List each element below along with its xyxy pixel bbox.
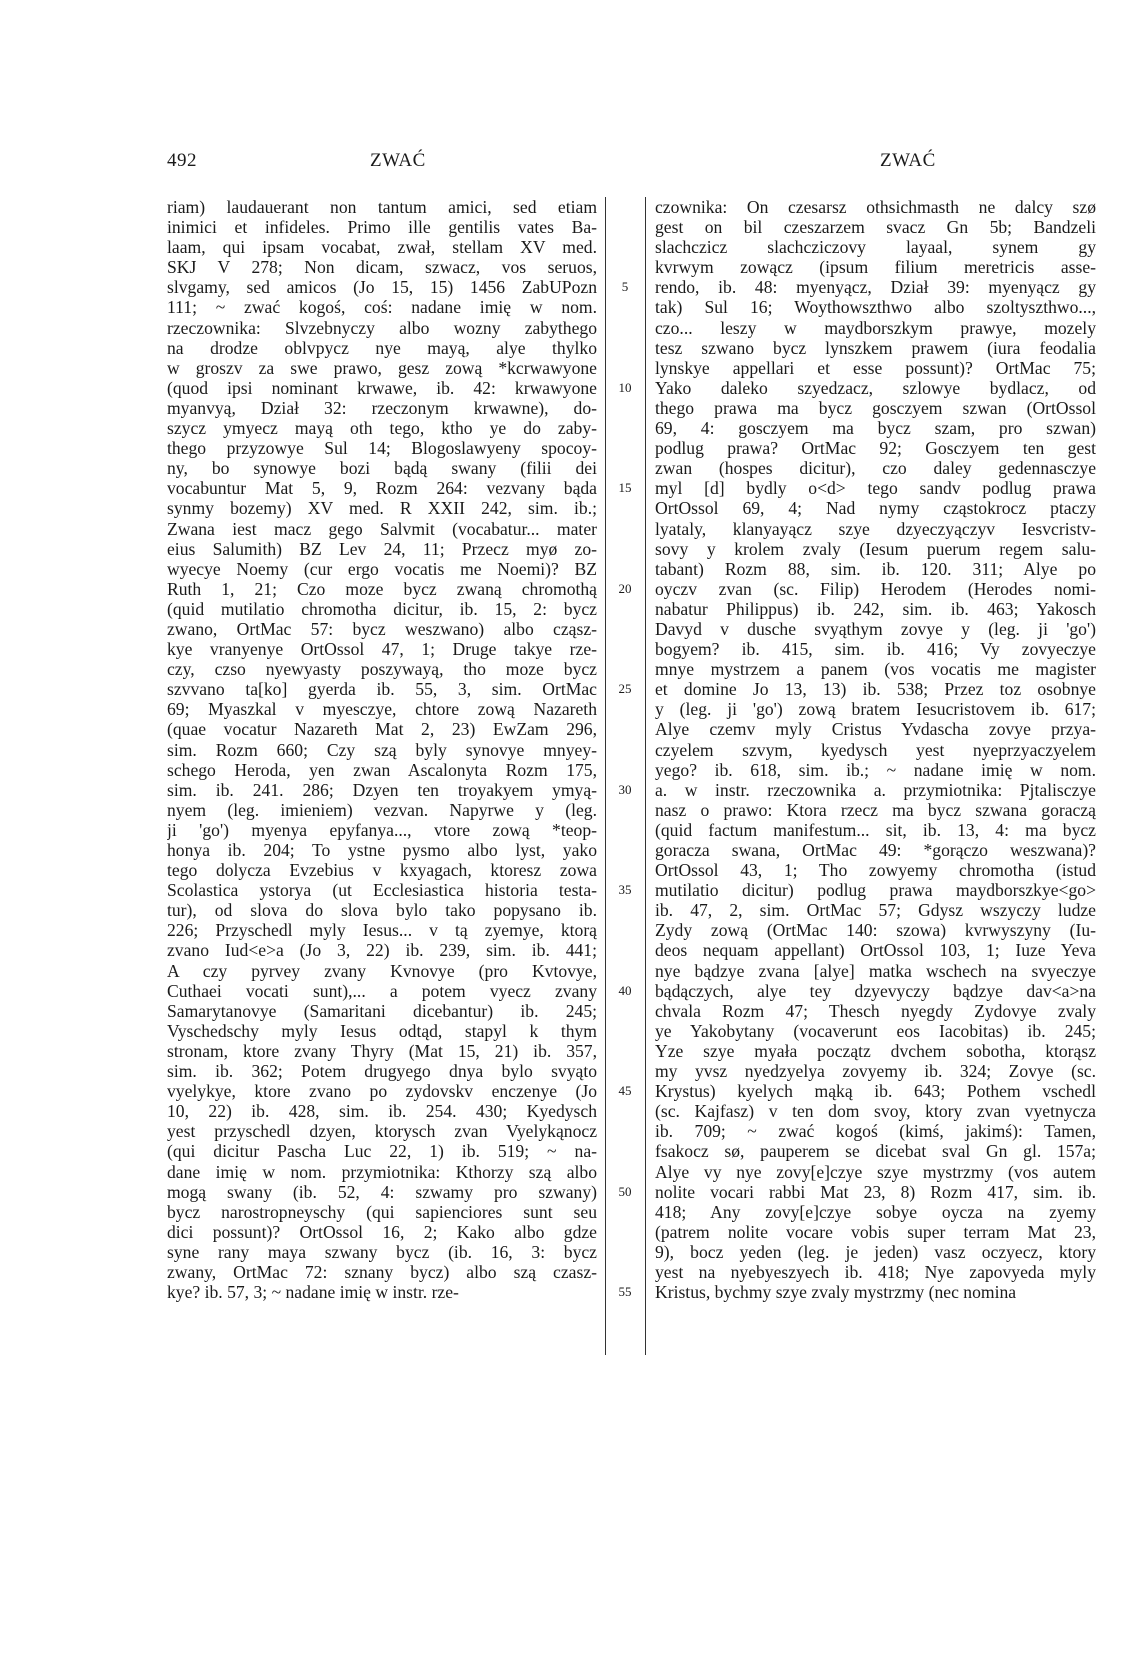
text-line: inimici et infideles. Primo ille gentilis vates Ba- xyxy=(167,217,597,238)
text-line: Krystus) kyelych mąką ib. 643; Pothem vschedl xyxy=(655,1081,1096,1102)
running-head xyxy=(0,150,1125,180)
right-headword: ZWAĆ xyxy=(880,150,936,171)
text-line: stronam, ktore zvany Thyry (Mat 15, 21) ib. 357, xyxy=(167,1040,597,1061)
text-line: mnye mystrzem a panem (vos vocatis me magister xyxy=(655,659,1096,680)
text-line: wyecye Noemy (cur ergo vocatis me Noemi)? BZ xyxy=(167,558,597,579)
text-line: et domine Jo 13, 13) ib. 538; Przez toz osobnye xyxy=(655,679,1096,700)
text-line: thego prawa ma bycz gosczyem szwan (OrtOssol xyxy=(655,397,1096,418)
text-line: 111; ~ zwać kogoś, coś: nadane imię w nom. xyxy=(167,297,597,318)
text-line: (qui dicitur Pascha Luc 22, 1) ib. 519; ~ na- xyxy=(167,1141,597,1162)
line-number: 50 xyxy=(618,1183,632,1199)
text-line: deos nequam appellant) OrtOssol 103, 1; Iuze Yeva xyxy=(655,940,1096,961)
text-line: slachczicz slachcziczovy layaal, synem gy xyxy=(655,237,1096,258)
text-line: goracza swana, OrtMac 49: *gorączo weszwana)? xyxy=(655,840,1096,860)
text-line: na drodze oblvpycz nye mayą, alye thylko xyxy=(167,337,597,358)
text-line: Alye czemv myly Cristus Yvdascha zovye przya- xyxy=(655,719,1096,740)
text-line: mutilatio dicitur) podlug prawa maydborszkye<go> xyxy=(655,880,1096,901)
text-line: zwan (hospes dicitur), czo daley gedennasczye xyxy=(655,458,1096,479)
text-line: ny, bo synowye bozi bądą swany (filii dei xyxy=(167,458,597,479)
text-line: thego przyzowye Sul 14; Blogoslawyeny spocoy- xyxy=(167,438,597,459)
text-line: 69, 4: gosczyem ma bycz szam, pro szwan) xyxy=(655,418,1096,439)
text-line: zvano Iud<e>a (Jo 3, 22) ib. 239, sim. ib. 441; xyxy=(167,940,597,961)
text-line: yego? ib. 618, sim. ib.; ~ nadane imię w nom. xyxy=(655,759,1096,780)
text-line: 226; Przyschedl myly Iesus... v tą zyemye, ktorą xyxy=(167,920,597,941)
text-line: SKJ V 278; Non dicam, szwacz, vos seruos, xyxy=(167,257,597,278)
right-column xyxy=(655,197,1096,1302)
text-line: Yze szye myała początz dvchem sobotha, ktorąsz xyxy=(655,1040,1096,1061)
text-line: OrtOssol 43, 1; Tho zowyemy chromotha (istud xyxy=(655,860,1096,881)
text-line: Scolastica ystorya (ut Ecclesiastica historia testa- xyxy=(167,880,597,901)
line-number: 35 xyxy=(618,882,632,898)
text-line: nye bądzye zvana [alye] matka wschech na svyeczye xyxy=(655,960,1096,981)
text-line: czy, czso nyewyasty poszywayą, tho moze bycz xyxy=(167,659,597,680)
text-line: (quid mutilatio chromotha dicitur, ib. 15, 2: bycz xyxy=(167,598,597,619)
text-line: podlug prawa? OrtMac 92; Gosczyem ten gest xyxy=(655,438,1096,459)
text-line: syne rany maya szwany bycz (ib. 16, 3: bycz xyxy=(167,1241,597,1262)
text-line: czyelem szvym, kyedysch yest nyeprzyaczyelem xyxy=(655,739,1096,760)
text-line: schego Heroda, yen zwan Ascalonyta Rozm 175, xyxy=(167,759,597,780)
text-line: gest on bil czeszarzem svacz Gn 5b; Bandzeli xyxy=(655,217,1096,238)
text-line: sim. ib. 362; Potem drugyego dnya bylo svyąto xyxy=(167,1061,597,1082)
text-line: a. w instr. rzeczownika a. przymiotnika: Pjtalisczye xyxy=(655,779,1096,800)
text-line: 69; Myaszkal v myesczye, chtore zową Nazareth xyxy=(167,699,597,720)
text-line: myl [d] bydly o<d> tego sandv podlug prawa xyxy=(655,478,1096,499)
text-line: nasz o prawo: Ktora rzecz ma bycz szwana goraczą xyxy=(655,799,1096,820)
text-line: sim. ib. 241. 286; Dzyen ten troyakyem ymyą- xyxy=(167,779,597,800)
column-rule-right xyxy=(645,197,646,1355)
text-line: vyelykye, ktore zvano po zydovskv enczenye (Jo xyxy=(167,1081,597,1102)
text-line: nabatur Philippus) ib. 242, sim. ib. 463; Yakosch xyxy=(655,598,1096,619)
line-number: 45 xyxy=(618,1083,632,1099)
line-number: 30 xyxy=(618,781,632,797)
text-line: A czy pyrvey zvany Kvnovye (pro Kvtovye, xyxy=(167,960,597,981)
text-line: slvgamy, sed amicos (Jo 15, 15) 1456 ZabUPozn xyxy=(167,277,597,298)
text-line: 418; Any zovy[e]czye sobye oycza na zyemy xyxy=(655,1201,1096,1222)
text-line: Vyschedschy myly Iesus odtąd, stapyl k thym xyxy=(167,1020,597,1041)
text-line: sim. Rozm 660; Czy szą byly synovye mnyey- xyxy=(167,739,597,760)
text-line: Zydy zową (OrtMac 140: szowa) kvrwyszyny (Iu- xyxy=(655,920,1096,941)
text-line: lynskye appellari et esse possunt)? OrtMac 75; xyxy=(655,357,1096,378)
text-line: honya ib. 204; To ystne pysmo albo lyst, yako xyxy=(167,840,597,860)
text-line: ji 'go') myenya epyfanya..., vtore zową *teop- xyxy=(167,819,597,840)
text-line: mogą swany (ib. 52, 4: szwamy pro szwany) xyxy=(167,1181,597,1202)
text-line: nyem (leg. imieniem) vezvan. Napyrwe y (leg. xyxy=(167,799,597,820)
text-line: szvvano ta[ko] gyerda ib. 55, 3, sim. OrtMac xyxy=(167,679,597,700)
text-line: Kristus, bychmy szye zvaly mystrzmy (nec nomina xyxy=(655,1282,1017,1303)
text-line: kvrwym zowącz (ipsum filium meretricis asse- xyxy=(655,257,1096,278)
line-number: 40 xyxy=(618,982,632,998)
text-line: OrtOssol 69, 4; Nad nymy cząstokrocz ptaczy xyxy=(655,498,1096,519)
line-number: 15 xyxy=(618,480,632,496)
text-line: y (leg. ji 'go') zową bratem Iesucristovem ib. 617; xyxy=(655,699,1096,720)
text-line: riam) laudauerant non tantum amici, sed etiam xyxy=(167,197,597,217)
text-line: zwany, OrtMac 72: sznany bycz) albo szą czasz- xyxy=(167,1261,597,1282)
text-line: dane imię w nom. przymiotnika: Kthorzy szą albo xyxy=(167,1161,597,1182)
text-line: tesz szwano bycz lynszkem prawem (iura feodalia xyxy=(655,337,1096,358)
text-line: yest przyschedl dzyen, ktorysch zvan Vyelykąnocz xyxy=(167,1121,597,1142)
text-line: bogyem? ib. 415, sim. ib. 416; Vy zovyeczye xyxy=(655,639,1096,660)
text-line: szycz ymyecz mayą oth tego, ktho ye do zaby- xyxy=(167,418,597,439)
line-number: 20 xyxy=(618,580,632,596)
text-line: Cuthaei vocati sunt),... a potem vyecz zvany xyxy=(167,980,597,1001)
text-line: (sc. Kajfasz) v ten dom svoy, ktory zvan vyetnycza xyxy=(655,1101,1096,1122)
text-line: tur), od slova do slova bylo tako popysano ib. xyxy=(167,900,597,921)
text-line: Alye vy nye zovy[e]czye szye mystrzmy (vos autem xyxy=(655,1161,1096,1182)
text-line: vocabuntur Mat 5, 9, Rozm 264: vezvany bąda xyxy=(167,478,597,499)
text-line: chvala Rozm 47; Thesch nyegdy Zydovye zvaly xyxy=(655,1000,1096,1021)
text-line: dici possunt)? OrtOssol 16, 2; Kako albo gdze xyxy=(167,1221,597,1242)
text-line: ib. 47, 2, sim. OrtMac 57; Gdysz wszyczy ludze xyxy=(655,900,1096,921)
line-number: 5 xyxy=(621,279,629,295)
text-line: tego dolycza Evzebius v kxyagach, ktoresz zowa xyxy=(167,860,597,881)
text-line: Davyd v dusche svyąthym zovye y (leg. ji 'go') xyxy=(655,618,1096,639)
text-line: 10, 22) ib. 428, sim. ib. 254. 430; Kyedysch xyxy=(167,1101,597,1122)
text-line: eius Salumith) BZ Lev 24, 11; Przecz myø zo- xyxy=(167,538,597,559)
text-line: zwano, OrtMac 57: bycz weszwano) albo cząsz- xyxy=(167,618,597,639)
text-line: lyataly, klanyayącz szye dzyeczyączyv Iesvcristv- xyxy=(655,518,1096,539)
page-number: 492 xyxy=(167,150,197,171)
text-line: rendo, ib. 48: myenyącz, Dział 39: myenyącz gy xyxy=(655,277,1096,298)
text-line: ye Yakobytany (vocaverunt eos Iacobitas) ib. 245; xyxy=(655,1020,1096,1041)
text-line: tabant) Rozm 88, sim. ib. 120. 311; Alye po xyxy=(655,558,1096,579)
text-line: oyczv zvan (sc. Filip) Herodem (Herodes nomi- xyxy=(655,578,1096,599)
text-line: Yako daleko szyedzacz, szlowye bydlacz, od xyxy=(655,377,1096,398)
text-line: 9), bocz yeden (leg. je jeden) vasz oczyecz, ktory xyxy=(655,1241,1096,1262)
text-line: ib. 709; ~ zwać kogoś (kimś, jakimś): Tamen, xyxy=(655,1121,1096,1142)
text-line: bądączych, alye tey dzyevyczy bądzye dav<a>na xyxy=(655,980,1096,1001)
text-line: Samarytanovye (Samaritani dicebantur) ib. 245; xyxy=(167,1000,597,1021)
text-line: (patrem nolite vocare vobis super terram Mat 23, xyxy=(655,1221,1096,1242)
text-line: Zwana iest macz gego Salvmit (vocabatur... mater xyxy=(167,518,597,539)
text-line: sovy y krolem zvaly (Iesum puerum regem salu- xyxy=(655,538,1096,559)
line-number-margin xyxy=(607,197,643,1302)
text-line: tak) Sul 16; Woythowszthwo albo szoltyszthwo..., xyxy=(655,297,1096,318)
text-line: bycz narostropneyschy (qui sapienciores sunt seu xyxy=(167,1201,597,1222)
text-line: fsakocz sø, pauperem se dicebat sval Gn gl. 157a; xyxy=(655,1141,1096,1162)
text-line: (quod ipsi nominant krwawe, ib. 42: krwawyone xyxy=(167,377,597,398)
text-line: w groszv za swe prawo, gesz zową *kcrwawyone xyxy=(167,357,597,378)
text-line: synmy bozemy) XV med. R XXII 242, sim. ib.; xyxy=(167,498,597,519)
text-line: kye vranyenye OrtOssol 47, 1; Druge takye rze- xyxy=(167,639,597,660)
text-line: rzeczownika: Slvzebnyczy albo wozny zabythego xyxy=(167,317,597,338)
text-line: myanvyą, Dział 32: rzeczonym krwawne), do- xyxy=(167,397,597,418)
text-line: czownika: On czesarsz othsichmasth ne dalcy szø xyxy=(655,197,1096,217)
text-line: yest na nyebyeszyech ib. 418; Nye zapovyeda myly xyxy=(655,1261,1096,1282)
text-line: kye? ib. 57, 3; ~ nadane imię w instr. rze- xyxy=(167,1282,459,1303)
left-column xyxy=(167,197,597,1302)
line-number: 55 xyxy=(618,1284,632,1300)
text-line: czo... leszy w maydborszkym prawye, mozely xyxy=(655,317,1096,338)
text-line: Ruth 1, 21; Czo moze bycz zwaną chromothą xyxy=(167,578,597,599)
text-line: nolite vocari rabbi Mat 23, 8) Rozm 417, sim. ib. xyxy=(655,1181,1096,1202)
text-line: (quae vocatur Nazareth Mat 2, 23) EwZam 296, xyxy=(167,719,597,740)
column-rule-left xyxy=(605,197,606,1355)
line-number: 25 xyxy=(618,681,632,697)
text-line: laam, qui ipsam vocabat, zwał, stellam XV med. xyxy=(167,237,597,258)
text-line: my yvsz nyedzyelya zovyemy ib. 324; Zovye (sc. xyxy=(655,1061,1096,1082)
line-number: 10 xyxy=(618,379,632,395)
text-line: (quid factum manifestum... sit, ib. 13, 4: ma bycz xyxy=(655,819,1096,840)
left-headword: ZWAĆ xyxy=(370,150,426,171)
